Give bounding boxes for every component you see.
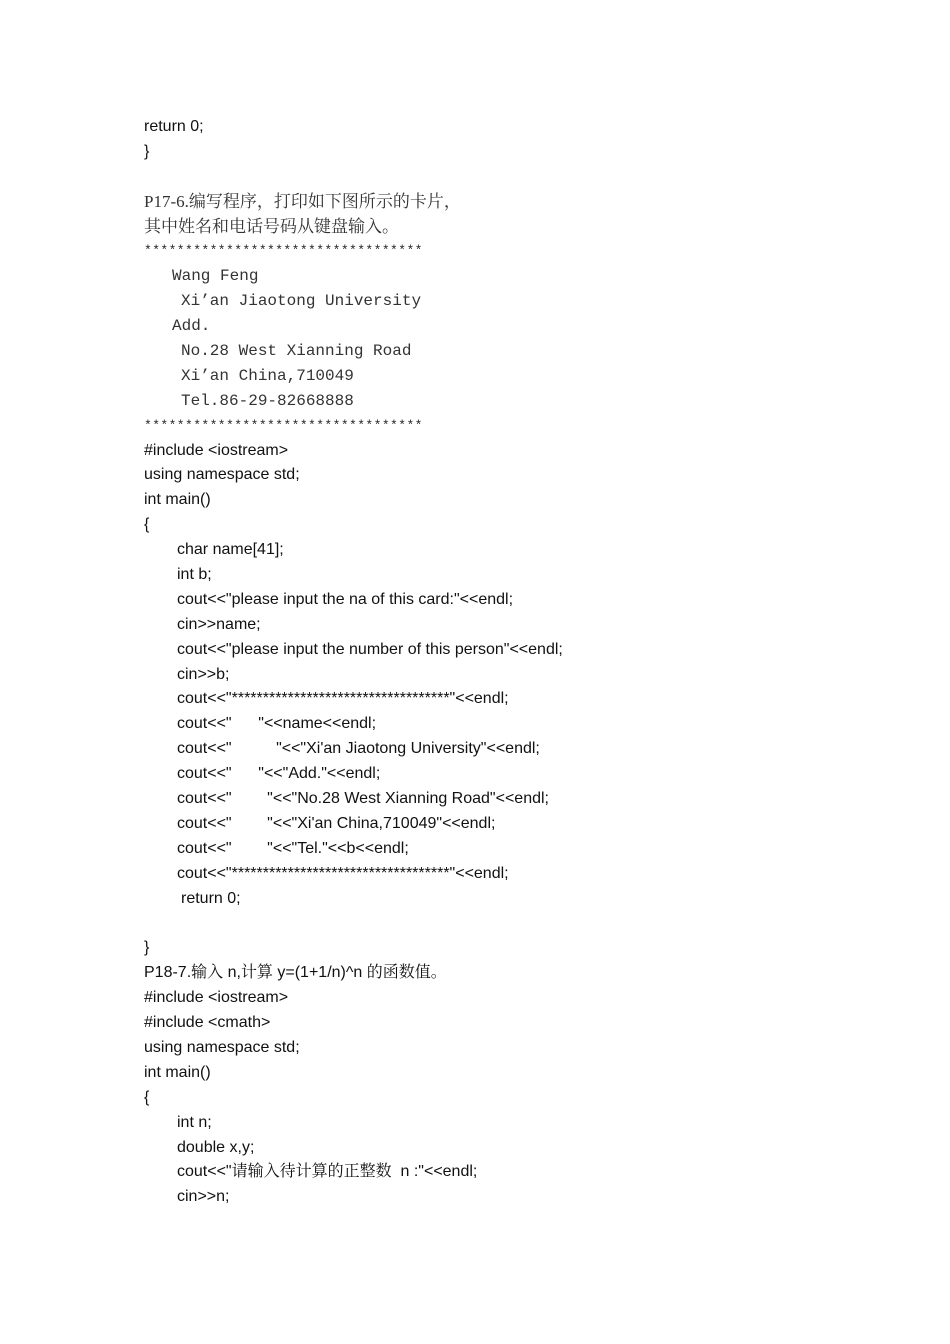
problem-heading: P18-7.输入 n,计算 y=(1+1/n)^n 的函数值。: [144, 964, 447, 982]
card-border: **********************************: [144, 417, 423, 433]
blank-line: [144, 165, 924, 190]
code-line: cout<<" "<<"Xi'an Jiaotong University"<<endl;: [177, 740, 540, 758]
code-line: return 0;: [144, 118, 204, 135]
code-line: }: [144, 142, 150, 160]
code-line: #include <cmath>: [144, 1014, 271, 1032]
card-city: Xi’an China,710049: [181, 366, 354, 385]
code-line: {: [144, 516, 150, 534]
code-line: {: [144, 1088, 150, 1106]
code-line: cin>>n;: [177, 1188, 230, 1206]
code-line: char name[41];: [177, 541, 284, 559]
code-line: cin>>name;: [177, 615, 261, 633]
code-line: using namespace std;: [144, 1038, 300, 1056]
card-phone: Tel.86-29-82668888: [181, 391, 354, 410]
code-line: cout<<" "<<"Xi'an China,710049"<<endl;: [177, 814, 496, 832]
code-line: double x,y;: [177, 1138, 255, 1156]
code-line: cout<<" "<<name<<endl;: [177, 715, 377, 733]
blank-line: [144, 912, 924, 937]
code-line: cin>>b;: [177, 665, 230, 683]
code-line: cout<<"请输入待计算的正整数 n :"<<endl;: [177, 1163, 478, 1181]
code-line: cout<<"***********************************"<<endl;: [177, 864, 509, 882]
code-line: cout<<" "<<"No.28 West Xianning Road"<<endl;: [177, 790, 549, 808]
code-line: cout<<"please input the number of this person"<<endl;: [177, 640, 563, 658]
code-line: int main(): [144, 1063, 211, 1081]
card-address-label: Add.: [172, 317, 211, 336]
code-line: int b;: [177, 566, 212, 584]
code-line: }: [144, 939, 150, 957]
code-line: cout<<" "<<"Add."<<endl;: [177, 765, 381, 783]
problem-heading: P17-6.编写程序，打印如下图所示的卡片，: [144, 191, 461, 211]
card-name: Wang Feng: [172, 267, 259, 286]
code-line: #include <iostream>: [144, 441, 289, 459]
code-line: return 0;: [181, 889, 241, 907]
code-line: int main(): [144, 491, 211, 509]
document-body: [144, 115, 924, 1210]
code-line: cout<<"please input the na of this card:"<<endl;: [177, 590, 514, 608]
code-line: using namespace std;: [144, 466, 300, 484]
code-line: cout<<" "<<"Tel."<<b<<endl;: [177, 839, 409, 857]
problem-text: 其中姓名和电话号码从键盘输入。: [144, 216, 399, 236]
card-university: Xi’an Jiaotong University: [181, 292, 422, 311]
code-line: #include <iostream>: [144, 989, 289, 1007]
code-line: cout<<"***********************************"<<endl;: [177, 690, 509, 708]
card-street: No.28 West Xianning Road: [181, 342, 412, 361]
card-border: **********************************: [144, 243, 423, 259]
code-line: int n;: [177, 1113, 212, 1131]
